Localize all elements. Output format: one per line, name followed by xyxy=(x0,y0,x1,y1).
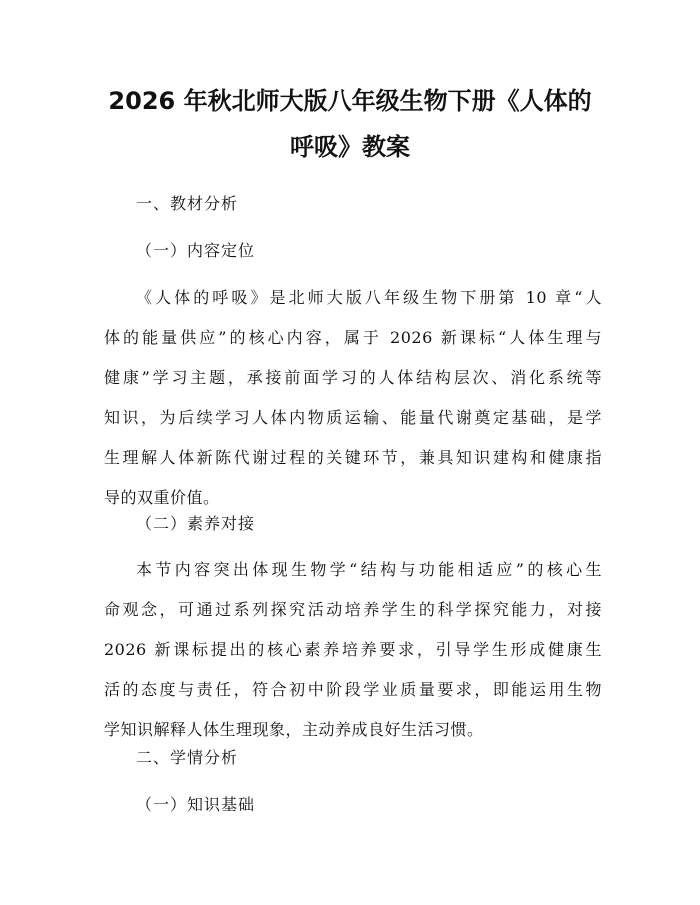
subsection-heading-knowledge-foundation: （一）知识基础 xyxy=(136,795,256,814)
paragraph-line: 生理解人体新陈代谢过程的关键环节，兼具知识建构和健康指 xyxy=(104,448,602,467)
subsection-heading-content-positioning: （一）内容定位 xyxy=(136,241,256,260)
document-title-line-1: 2026 年秋北师大版八年级生物下册《人体的 xyxy=(108,87,592,115)
paragraph-line: 本节内容突出体现生物学“结构与功能相适应”的核心生 xyxy=(136,560,602,579)
subsection-heading-competency-alignment: （二）素养对接 xyxy=(136,514,256,533)
section-heading-materials-analysis: 一、教材分析 xyxy=(136,194,239,213)
document-title-line-2: 呼吸》教案 xyxy=(290,133,410,161)
paragraph-line: 导的双重价值。 xyxy=(104,488,220,507)
paragraph-line: 健康”学习主题，承接前面学习的人体结构层次、消化系统等 xyxy=(104,368,602,387)
paragraph-line: 学知识解释人体生理现象，主动养成良好生活习惯。 xyxy=(104,720,484,739)
paragraph-line: 《人体的呼吸》是北师大版八年级生物下册第 10 章“人 xyxy=(136,288,602,307)
paragraph-content-positioning xyxy=(104,286,602,507)
section-heading-learner-analysis: 二、学情分析 xyxy=(136,748,239,767)
paragraph-line: 体的能量供应”的核心内容，属于 2026 新课标“人体生理与 xyxy=(104,328,602,347)
paragraph-line: 活的态度与责任，符合初中阶段学业质量要求，即能运用生物 xyxy=(104,680,602,699)
paragraph-line: 2026 新课标提出的核心素养培养要求，引导学生形成健康生 xyxy=(104,640,602,659)
paragraph-competency-alignment xyxy=(104,558,602,739)
paragraph-line: 命观念，可通过系列探究活动培养学生的科学探究能力，对接 xyxy=(104,600,602,619)
paragraph-line: 知识，为后续学习人体内物质运输、能量代谢奠定基础，是学 xyxy=(104,408,602,427)
